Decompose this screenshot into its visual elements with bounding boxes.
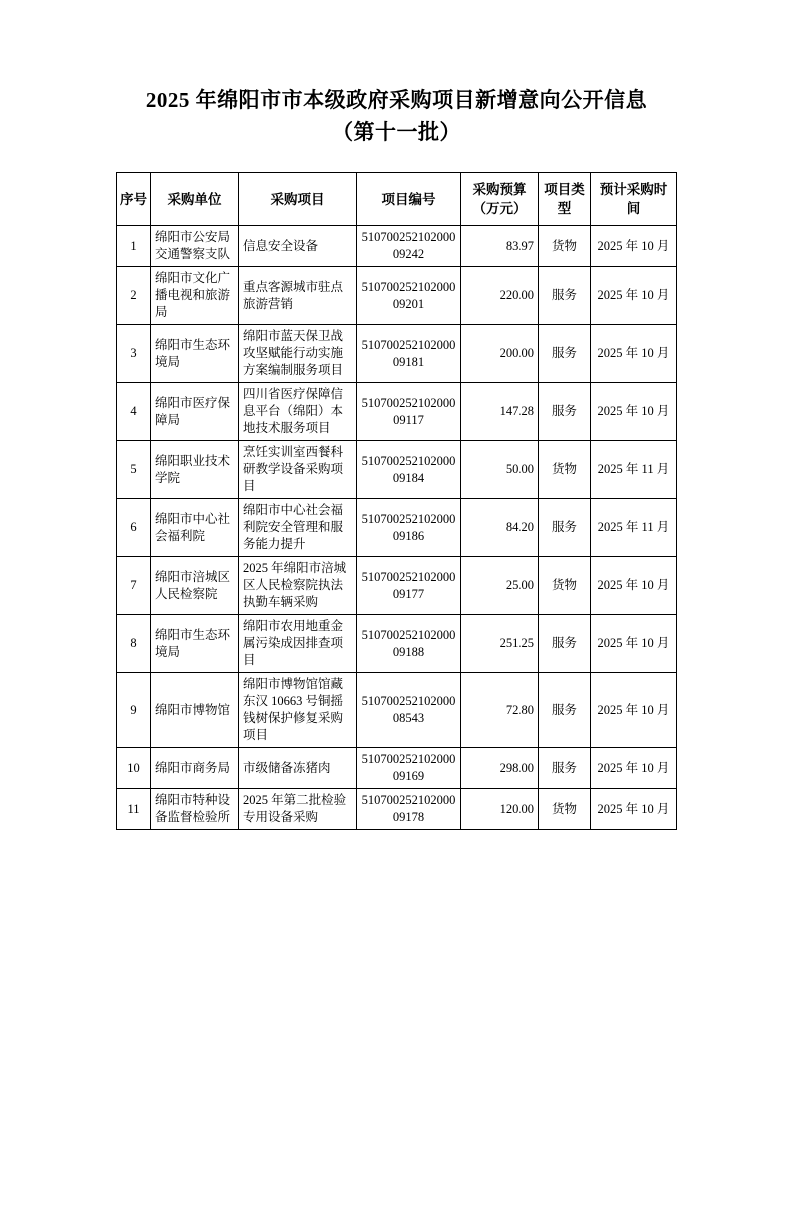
cell-unit: 绵阳市公安局交通警察支队 (151, 226, 239, 267)
table-row (117, 789, 677, 830)
cell-time: 2025 年 10 月 (591, 673, 677, 748)
cell-number: 51070025210200009177 (357, 557, 461, 615)
cell-time: 2025 年 10 月 (591, 748, 677, 789)
cell-budget: 72.80 (461, 673, 539, 748)
cell-time: 2025 年 10 月 (591, 226, 677, 267)
cell-budget: 298.00 (461, 748, 539, 789)
document-title (0, 84, 793, 148)
cell-type: 服务 (539, 673, 591, 748)
cell-project: 市级储备冻猪肉 (239, 748, 357, 789)
cell-type: 货物 (539, 789, 591, 830)
cell-type: 服务 (539, 748, 591, 789)
cell-index: 2 (117, 267, 151, 325)
table-row (117, 267, 677, 325)
cell-project: 绵阳市农用地重金属污染成因排查项目 (239, 615, 357, 673)
cell-time: 2025 年 11 月 (591, 499, 677, 557)
table-row (117, 748, 677, 789)
cell-time: 2025 年 10 月 (591, 325, 677, 383)
procurement-table (116, 172, 677, 830)
cell-number: 51070025210200009184 (357, 441, 461, 499)
column-header-index: 序号 (117, 173, 151, 226)
column-header-type: 项目类型 (539, 173, 591, 226)
document-page (0, 84, 793, 1206)
table-row (117, 325, 677, 383)
cell-unit: 绵阳职业技术学院 (151, 441, 239, 499)
cell-time: 2025 年 11 月 (591, 441, 677, 499)
cell-project: 四川省医疗保障信息平台（绵阳）本地技术服务项目 (239, 383, 357, 441)
cell-number: 51070025210200008543 (357, 673, 461, 748)
cell-number: 51070025210200009186 (357, 499, 461, 557)
cell-time: 2025 年 10 月 (591, 789, 677, 830)
cell-project: 绵阳市中心社会福利院安全管理和服务能力提升 (239, 499, 357, 557)
title-line-2: （第十一批） (332, 120, 461, 144)
cell-type: 货物 (539, 441, 591, 499)
cell-index: 9 (117, 673, 151, 748)
table-row (117, 557, 677, 615)
cell-time: 2025 年 10 月 (591, 267, 677, 325)
cell-budget: 84.20 (461, 499, 539, 557)
cell-project: 信息安全设备 (239, 226, 357, 267)
column-header-budget: 采购预算（万元） (461, 173, 539, 226)
cell-budget: 50.00 (461, 441, 539, 499)
cell-type: 服务 (539, 383, 591, 441)
cell-unit: 绵阳市涪城区人民检察院 (151, 557, 239, 615)
cell-number: 51070025210200009169 (357, 748, 461, 789)
cell-budget: 83.97 (461, 226, 539, 267)
cell-project: 重点客源城市驻点旅游营销 (239, 267, 357, 325)
cell-budget: 220.00 (461, 267, 539, 325)
cell-project: 绵阳市博物馆馆藏东汉 10663 号铜摇钱树保护修复采购项目 (239, 673, 357, 748)
table-body (117, 226, 677, 830)
cell-unit: 绵阳市博物馆 (151, 673, 239, 748)
cell-project: 绵阳市蓝天保卫战攻坚赋能行动实施方案编制服务项目 (239, 325, 357, 383)
cell-unit: 绵阳市生态环境局 (151, 615, 239, 673)
cell-type: 服务 (539, 615, 591, 673)
cell-number: 51070025210200009242 (357, 226, 461, 267)
cell-unit: 绵阳市特种设备监督检验所 (151, 789, 239, 830)
cell-index: 1 (117, 226, 151, 267)
table-row (117, 499, 677, 557)
column-header-number: 项目编号 (357, 173, 461, 226)
cell-number: 51070025210200009188 (357, 615, 461, 673)
cell-index: 4 (117, 383, 151, 441)
cell-time: 2025 年 10 月 (591, 557, 677, 615)
cell-budget: 120.00 (461, 789, 539, 830)
table-row (117, 226, 677, 267)
cell-number: 51070025210200009178 (357, 789, 461, 830)
cell-budget: 147.28 (461, 383, 539, 441)
cell-type: 服务 (539, 267, 591, 325)
cell-type: 服务 (539, 325, 591, 383)
table-row (117, 615, 677, 673)
cell-unit: 绵阳市商务局 (151, 748, 239, 789)
procurement-table-container (0, 172, 793, 830)
table-row (117, 673, 677, 748)
column-header-project: 采购项目 (239, 173, 357, 226)
table-header-row (117, 173, 677, 226)
cell-time: 2025 年 10 月 (591, 383, 677, 441)
column-header-time: 预计采购时间 (591, 173, 677, 226)
cell-index: 5 (117, 441, 151, 499)
cell-index: 11 (117, 789, 151, 830)
cell-unit: 绵阳市中心社会福利院 (151, 499, 239, 557)
cell-index: 3 (117, 325, 151, 383)
cell-index: 10 (117, 748, 151, 789)
cell-number: 51070025210200009201 (357, 267, 461, 325)
table-row (117, 441, 677, 499)
cell-index: 7 (117, 557, 151, 615)
cell-index: 6 (117, 499, 151, 557)
cell-unit: 绵阳市文化广播电视和旅游局 (151, 267, 239, 325)
cell-number: 51070025210200009117 (357, 383, 461, 441)
table-row (117, 383, 677, 441)
cell-project: 烹饪实训室西餐科研教学设备采购项目 (239, 441, 357, 499)
cell-number: 51070025210200009181 (357, 325, 461, 383)
cell-type: 服务 (539, 499, 591, 557)
cell-budget: 251.25 (461, 615, 539, 673)
cell-unit: 绵阳市生态环境局 (151, 325, 239, 383)
cell-type: 货物 (539, 226, 591, 267)
cell-project: 2025 年第二批检验专用设备采购 (239, 789, 357, 830)
cell-budget: 25.00 (461, 557, 539, 615)
cell-index: 8 (117, 615, 151, 673)
cell-budget: 200.00 (461, 325, 539, 383)
column-header-unit: 采购单位 (151, 173, 239, 226)
cell-unit: 绵阳市医疗保障局 (151, 383, 239, 441)
cell-time: 2025 年 10 月 (591, 615, 677, 673)
cell-project: 2025 年绵阳市涪城区人民检察院执法执勤车辆采购 (239, 557, 357, 615)
cell-type: 货物 (539, 557, 591, 615)
title-line-1: 2025 年绵阳市市本级政府采购项目新增意向公开信息 (145, 88, 648, 112)
